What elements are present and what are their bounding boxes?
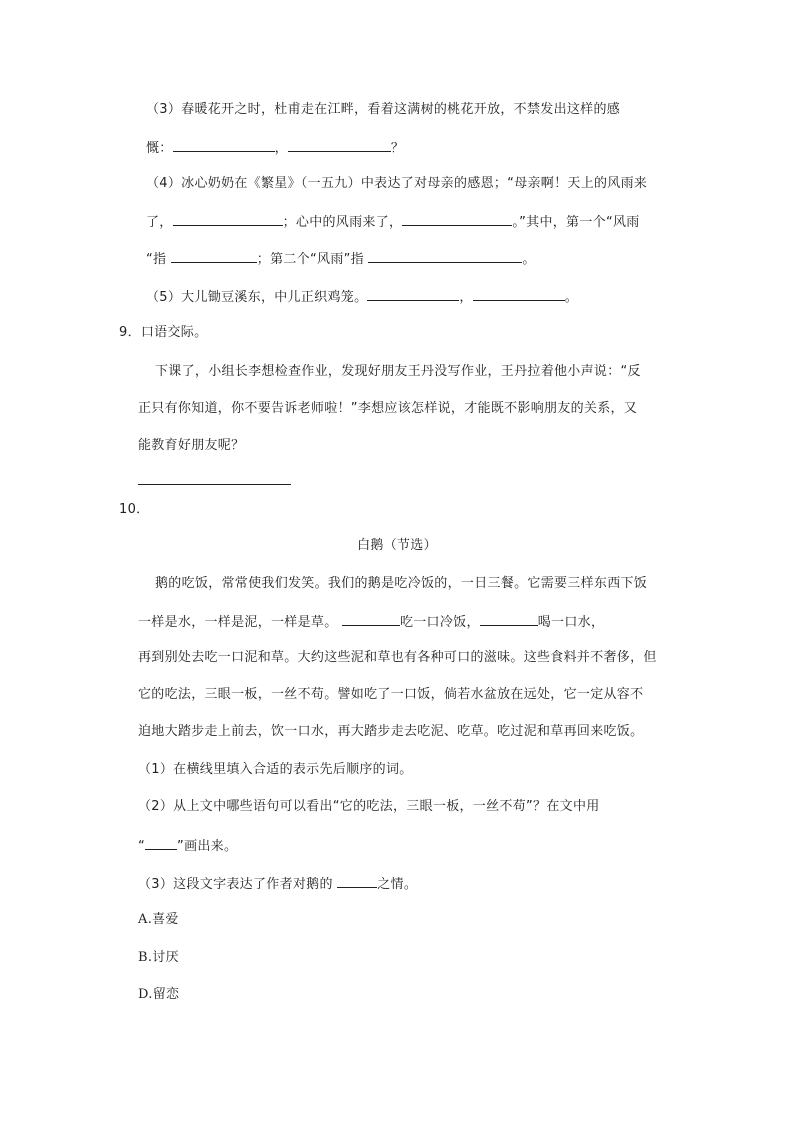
q10-sub3-text: （3）这段文字表达了作者对鹅的 bbox=[138, 877, 338, 892]
q8-part4-c3: 。 bbox=[522, 252, 536, 267]
q8-part4-prefix: 了， bbox=[146, 215, 173, 230]
q10-sub2-close: ”画出来。 bbox=[177, 839, 238, 854]
passage-line1: 鹅的吃饭，常常使我们发笑。我们的鹅是吃冷饭的，一日三餐。它需要三样东西下饭 bbox=[155, 576, 648, 591]
passage-line4: 它的吃法，三眼一板，一丝不苟。譬如吃了一口饭，倘若水盆放在远处，它一定从容不 bbox=[138, 687, 644, 702]
q9-text-line3: 能教育好朋友呢？ bbox=[138, 438, 245, 453]
q8-part4-line3 bbox=[146, 249, 536, 269]
passage-title: 白鹅（节选） bbox=[357, 538, 437, 553]
q8-part4-suffix: 。”其中，第一个“风雨 bbox=[512, 215, 640, 230]
answer-blank[interactable] bbox=[473, 287, 565, 301]
passage-line3: 再到别处去吃一口泥和草。大约这些泥和草也有各种可口的滋味。这些食料并不奢侈，但 bbox=[138, 650, 657, 665]
answer-blank[interactable] bbox=[480, 612, 538, 626]
answer-blank[interactable] bbox=[288, 138, 391, 152]
q10-sub3-end: 之情。 bbox=[377, 877, 418, 892]
q10-sub3 bbox=[138, 874, 417, 894]
answer-blank[interactable] bbox=[367, 287, 459, 301]
q9-text-line1: 下课了，小组长李想检查作业，发现好朋友王丹没写作业，王丹拉着他小声说：“反 bbox=[155, 364, 641, 379]
q8-part4-line2 bbox=[146, 212, 640, 232]
q8-part4-c1: “指 bbox=[146, 252, 171, 267]
q8-part5-comma: ， bbox=[459, 290, 473, 305]
q8-part4-middle: ；心中的风雨来了， bbox=[282, 215, 403, 230]
q10-sub2-line1: （2）从上文中哪些语句可以看出“它的吃法，三眼一板，一丝不苟”？在文中用 bbox=[138, 799, 600, 814]
q8-part3-line1: （3）春暖花开之时，杜甫走在江畔，看着这满树的桃花开放，不禁发出这样的感 bbox=[146, 102, 621, 117]
option-b[interactable]: B.讨厌 bbox=[138, 950, 179, 965]
passage-line5: 迫地大踏步走上前去，饮一口水，再大踏步走去吃泥、吃草。吃过泥和草再回来吃饭。 bbox=[138, 724, 644, 739]
q9-answer-line[interactable] bbox=[138, 484, 291, 485]
q10-sub2-line2 bbox=[138, 836, 237, 856]
q10-number: 10． bbox=[119, 502, 150, 517]
answer-blank[interactable] bbox=[368, 249, 522, 263]
passage-line2-mid: 吃一口冷饭， bbox=[399, 615, 480, 630]
q10-sub1: （1）在横线里填入合适的表示先后顺序的词。 bbox=[138, 762, 413, 777]
answer-blank[interactable] bbox=[171, 249, 257, 263]
option-d[interactable]: D.留恋 bbox=[138, 987, 180, 1002]
q8-part5-text: （5）大儿锄豆溪东，中儿正织鸡笼。 bbox=[146, 290, 368, 305]
q8-part5-line bbox=[146, 287, 578, 307]
passage-line2-text: 一样是水，一样是泥，一样是草。 bbox=[138, 615, 342, 630]
passage-line2 bbox=[138, 612, 604, 632]
q8-part4-c2: ；第二个“风雨”指 bbox=[256, 252, 369, 267]
q9-text-line2: 正只有你知道，你不要告诉老师啦！”李想应该怎样说，才能既不影响朋友的关系，又 bbox=[138, 401, 638, 416]
q8-part3-end: ？ bbox=[390, 141, 405, 156]
q8-part3-line2 bbox=[146, 138, 404, 158]
q8-part4-line1: （4）冰心奶奶在《繁星》（一五九）中表达了对母亲的感恩；“母亲啊！天上的风雨来 bbox=[146, 176, 648, 191]
q8-part3-prefix: 慨： bbox=[146, 141, 173, 156]
q9-number: 9．口语交际。 bbox=[119, 325, 208, 340]
answer-blank[interactable] bbox=[337, 874, 377, 888]
option-a[interactable]: A.喜爱 bbox=[138, 912, 179, 927]
q8-part3-comma: ， bbox=[274, 141, 288, 156]
q10-sub2-open-quote: “ bbox=[138, 839, 146, 854]
answer-blank[interactable] bbox=[173, 138, 275, 152]
q8-part5-end: 。 bbox=[564, 290, 578, 305]
answer-blank[interactable] bbox=[145, 836, 177, 850]
answer-blank[interactable] bbox=[402, 212, 512, 226]
passage-line2-end: 喝一口水， bbox=[537, 615, 605, 630]
answer-blank[interactable] bbox=[173, 212, 283, 226]
answer-blank[interactable] bbox=[342, 612, 400, 626]
